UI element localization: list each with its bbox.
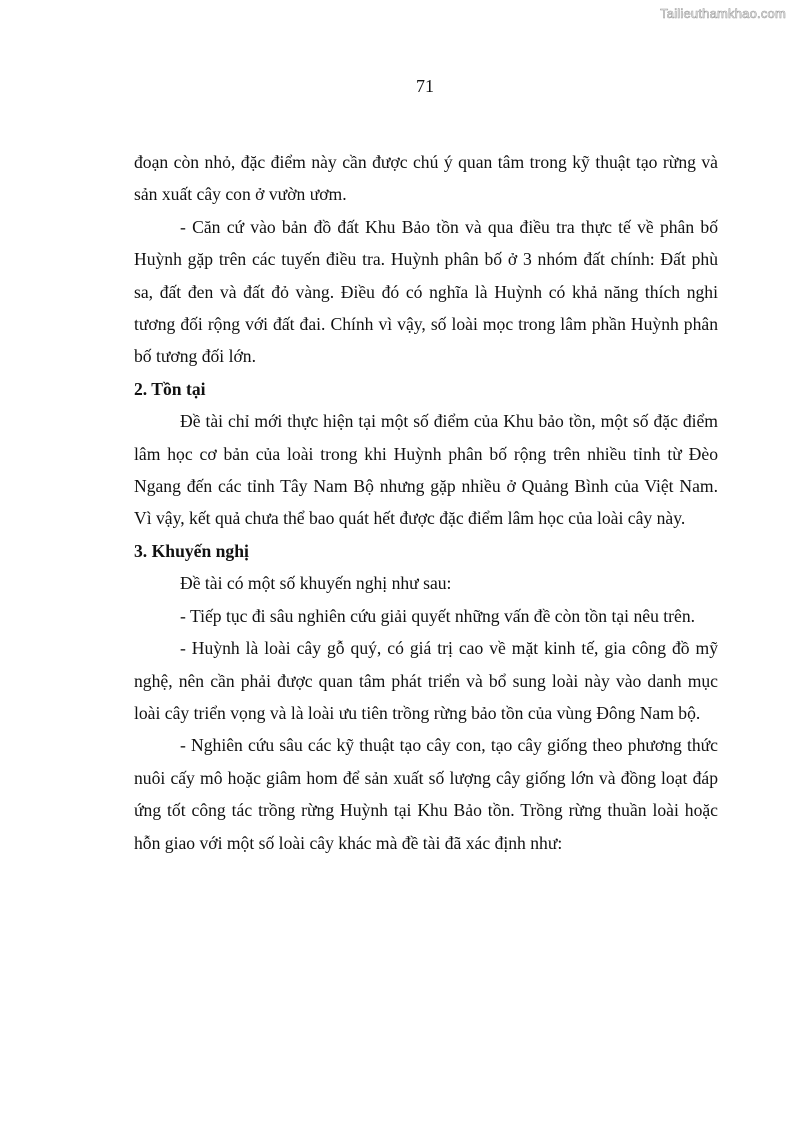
section-heading-ton-tai: 2. Tồn tại (134, 378, 206, 399)
section-heading-khuyen-nghi: 3. Khuyến nghị (134, 540, 249, 561)
paragraph-limitations: Đề tài chỉ mới thực hiện tại một số điểm của Khu bảo tồn, một số đặc điểm lâm học cơ bản của loài trong khi Huỳnh phân bố rộng trên nhiều tỉnh từ Đèo Ngang đến các tỉnh Tây Nam Bộ nhưng gặp nhiều ở Quảng Bình của Việt Nam. Vì vậy, kết quả chưa thể bao quát hết được đặc điểm lâm học của loài cây này. (134, 411, 718, 529)
page-number: 71 (416, 76, 434, 96)
watermark-text: Tailieuthamkhao.com (660, 6, 786, 21)
paragraph-continuation: đoạn còn nhỏ, đặc điểm này cần được chú ý quan tâm trong kỹ thuật tạo rừng và sản xuất cây con ở vườn ươm. (134, 152, 718, 205)
paragraph-soil-distribution: - Căn cứ vào bản đồ đất Khu Bảo tồn và qua điều tra thực tế về phân bố Huỳnh gặp trên các tuyến điều tra. Huỳnh phân bố ở 3 nhóm đất chính: Đất phù sa, đất đen và đất đỏ vàng. Điều đó có nghĩa là Huỳnh có khả năng thích nghi tương đối rộng với đất đai. Chính vì vậy, số loài mọc trong lâm phần Huỳnh phân bố tương đối lớn. (134, 216, 718, 367)
document-body (134, 146, 718, 859)
paragraph-recommendation-3: - Nghiên cứu sâu các kỹ thuật tạo cây con, tạo cây giống theo phương thức nuôi cấy mô hoặc giâm hom để sản xuất số lượng cây giống lớn và đồng loạt đáp ứng tốt công tác trồng rừng Huỳnh tại Khu Bảo tồn. Trồng rừng thuần loài hoặc hỗn giao với một số loài cây khác mà đề tài đã xác định như: (134, 735, 718, 853)
paragraph-recommendations-intro: Đề tài có một số khuyến nghị như sau: (180, 573, 452, 594)
paragraph-recommendation-1: - Tiếp tục đi sâu nghiên cứu giải quyết những vấn đề còn tồn tại nêu trên. (180, 605, 696, 626)
paragraph-recommendation-2: - Huỳnh là loài cây gỗ quý, có giá trị cao về mặt kinh tế, gia công đồ mỹ nghệ, nên cần phải được quan tâm phát triển và bổ sung loài này vào danh mục loài cây triển vọng và là loài ưu tiên trồng rừng bảo tồn của vùng Đông Nam bộ. (134, 638, 718, 723)
